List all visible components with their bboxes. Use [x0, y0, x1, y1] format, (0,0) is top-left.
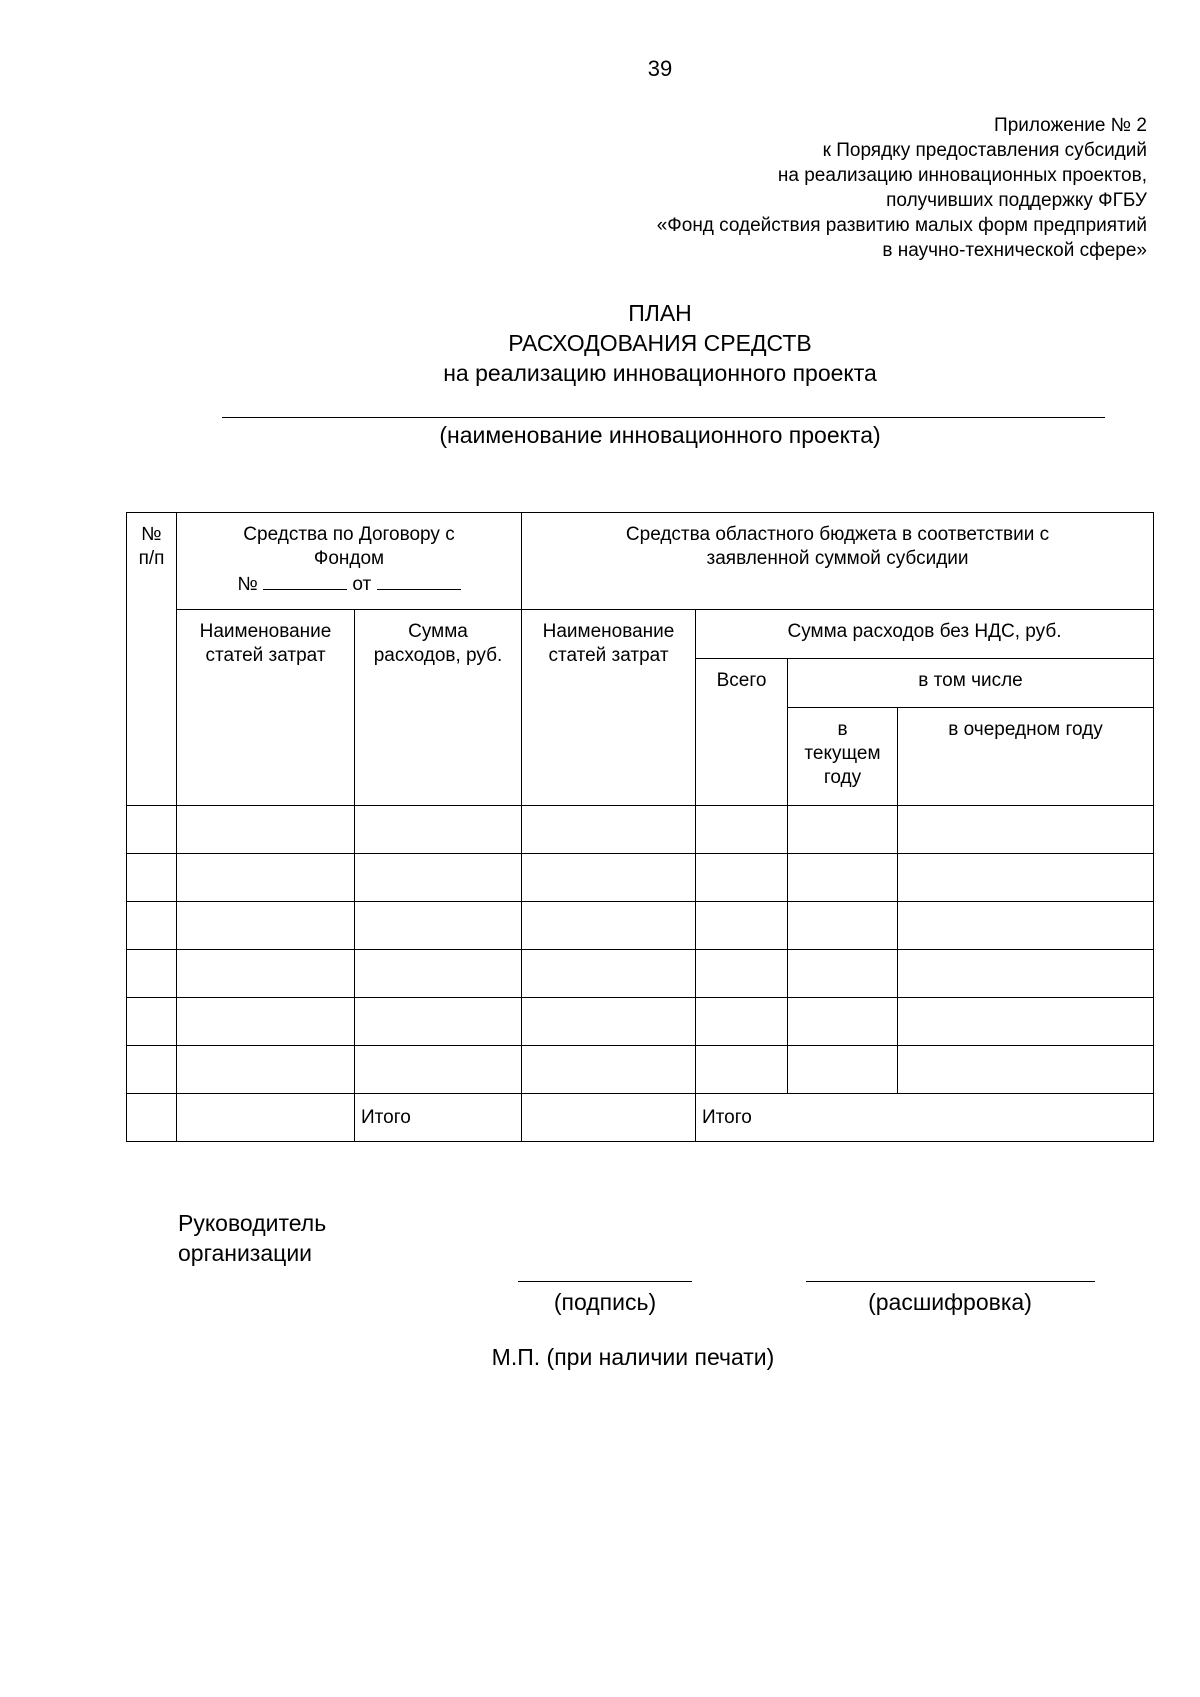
header-including: в том числе	[788, 659, 1154, 708]
table-cell	[127, 1094, 177, 1142]
header-current-year	[788, 708, 898, 806]
table-cell	[788, 806, 898, 854]
table-cell	[355, 998, 522, 1046]
table-cell	[696, 806, 788, 854]
table-row	[127, 1046, 1154, 1094]
table-cell	[898, 1046, 1154, 1094]
table-cell	[522, 998, 696, 1046]
contract-number-label: №	[237, 574, 258, 595]
contract-date-label: от	[352, 574, 372, 595]
table-cell	[177, 806, 355, 854]
appendix-line: на реализацию инновационных проектов,	[777, 165, 1147, 186]
header-current-year-line: году	[823, 767, 862, 788]
header-budget-sum: Сумма расходов без НДС, руб.	[696, 610, 1154, 659]
table-cell	[355, 902, 522, 950]
table-cell	[127, 998, 177, 1046]
table-cell	[522, 950, 696, 998]
table-cell	[788, 950, 898, 998]
table-cell	[177, 1046, 355, 1094]
header-fund-items	[177, 610, 355, 806]
title-line: РАСХОДОВАНИЯ СРЕДСТВ	[508, 330, 812, 356]
table-cell	[696, 998, 788, 1046]
header-next-year: в очередном году	[898, 708, 1154, 806]
table-cell	[898, 998, 1154, 1046]
header-num	[127, 513, 177, 806]
title-line: на реализацию инновационного проекта	[443, 360, 877, 386]
table-cell	[355, 806, 522, 854]
table-row	[127, 902, 1154, 950]
table-cell	[522, 806, 696, 854]
table-cell	[696, 902, 788, 950]
table-cell	[127, 806, 177, 854]
appendix-line: «Фонд содействия развитию малых форм предприятий	[656, 215, 1147, 236]
signature-caption: (подпись)	[553, 1289, 657, 1315]
header-budget-items-line: Наименование	[542, 621, 675, 642]
table-cell	[788, 902, 898, 950]
table-cell	[898, 902, 1154, 950]
stamp-note: М.П. (при наличии печати)	[491, 1344, 775, 1370]
header-budget-line: Средства областного бюджета в соответствии с	[625, 524, 1050, 545]
table-cell	[355, 950, 522, 998]
project-name-line	[222, 417, 1105, 418]
table-cell	[177, 854, 355, 902]
table-cell	[127, 950, 177, 998]
table-cell	[522, 902, 696, 950]
header-fund-line: Средства по Договору с	[243, 524, 455, 545]
header-fund-sum-line: расходов, руб.	[373, 645, 503, 666]
table-cell	[177, 950, 355, 998]
fund-total-label: Итого	[355, 1094, 522, 1142]
table-row	[127, 998, 1154, 1046]
table-cell	[898, 806, 1154, 854]
table-row	[127, 806, 1154, 854]
appendix-line: получивших поддержку ФГБУ	[886, 190, 1147, 211]
signer-role	[178, 1208, 326, 1268]
table-cell	[177, 998, 355, 1046]
header-budget-items-line: статей затрат	[548, 645, 669, 666]
header-num-line: №	[141, 524, 162, 545]
table-cell	[522, 1094, 696, 1142]
budget-total-label: Итого	[696, 1094, 1154, 1142]
table-cell	[127, 854, 177, 902]
table-cell	[898, 854, 1154, 902]
appendix-line: в научно-технической сфере»	[882, 240, 1147, 261]
decode-line	[806, 1281, 1095, 1282]
contract-date-blank	[377, 571, 461, 590]
header-row	[127, 610, 1154, 659]
header-budget-items	[522, 610, 696, 806]
decode-caption: (расшифровка)	[868, 1289, 1032, 1315]
signature-line	[518, 1281, 692, 1282]
header-fund-line: Фондом	[313, 548, 385, 569]
document-title	[0, 298, 1200, 388]
header-budget-line: заявленной суммой субсидии	[706, 548, 969, 569]
header-budget	[522, 513, 1154, 610]
table-cell	[177, 1094, 355, 1142]
table-cell	[522, 854, 696, 902]
expense-plan-table	[126, 512, 1154, 1142]
table-cell	[355, 854, 522, 902]
header-fund-sum-line: Сумма	[408, 621, 468, 642]
header-fund-items-line: Наименование	[199, 621, 332, 642]
header-fund	[177, 513, 522, 610]
table-cell	[788, 998, 898, 1046]
header-current-year-line: текущем	[804, 743, 881, 764]
table-row	[127, 950, 1154, 998]
appendix-note	[467, 113, 1147, 263]
table-cell	[788, 854, 898, 902]
appendix-line: к Порядку предоставления субсидий	[822, 140, 1147, 161]
project-name-caption: (наименование инновационного проекта)	[439, 422, 881, 448]
appendix-line: Приложение № 2	[994, 115, 1147, 136]
contract-number-blank	[263, 571, 347, 590]
header-fund-sum	[355, 610, 522, 806]
table-cell	[696, 1046, 788, 1094]
table-cell	[788, 1046, 898, 1094]
header-fund-contract	[181, 571, 517, 597]
header-fund-items-line: статей затрат	[205, 645, 326, 666]
table-cell	[522, 1046, 696, 1094]
header-current-year-line: в	[837, 719, 848, 740]
signer-role-line: организации	[178, 1240, 313, 1266]
table-cell	[696, 950, 788, 998]
table-cell	[127, 902, 177, 950]
page-number: 39	[647, 56, 673, 81]
table-cell	[177, 902, 355, 950]
table-cell	[355, 1046, 522, 1094]
table-cell	[696, 854, 788, 902]
signer-role-line: Руководитель	[178, 1210, 327, 1236]
header-num-line: п/п	[138, 548, 165, 569]
table-row	[127, 854, 1154, 902]
total-row	[127, 1094, 1154, 1142]
title-line: ПЛАН	[628, 300, 692, 326]
header-row	[127, 513, 1154, 610]
header-total-all: Всего	[696, 659, 788, 806]
table-cell	[127, 1046, 177, 1094]
table-cell	[898, 950, 1154, 998]
